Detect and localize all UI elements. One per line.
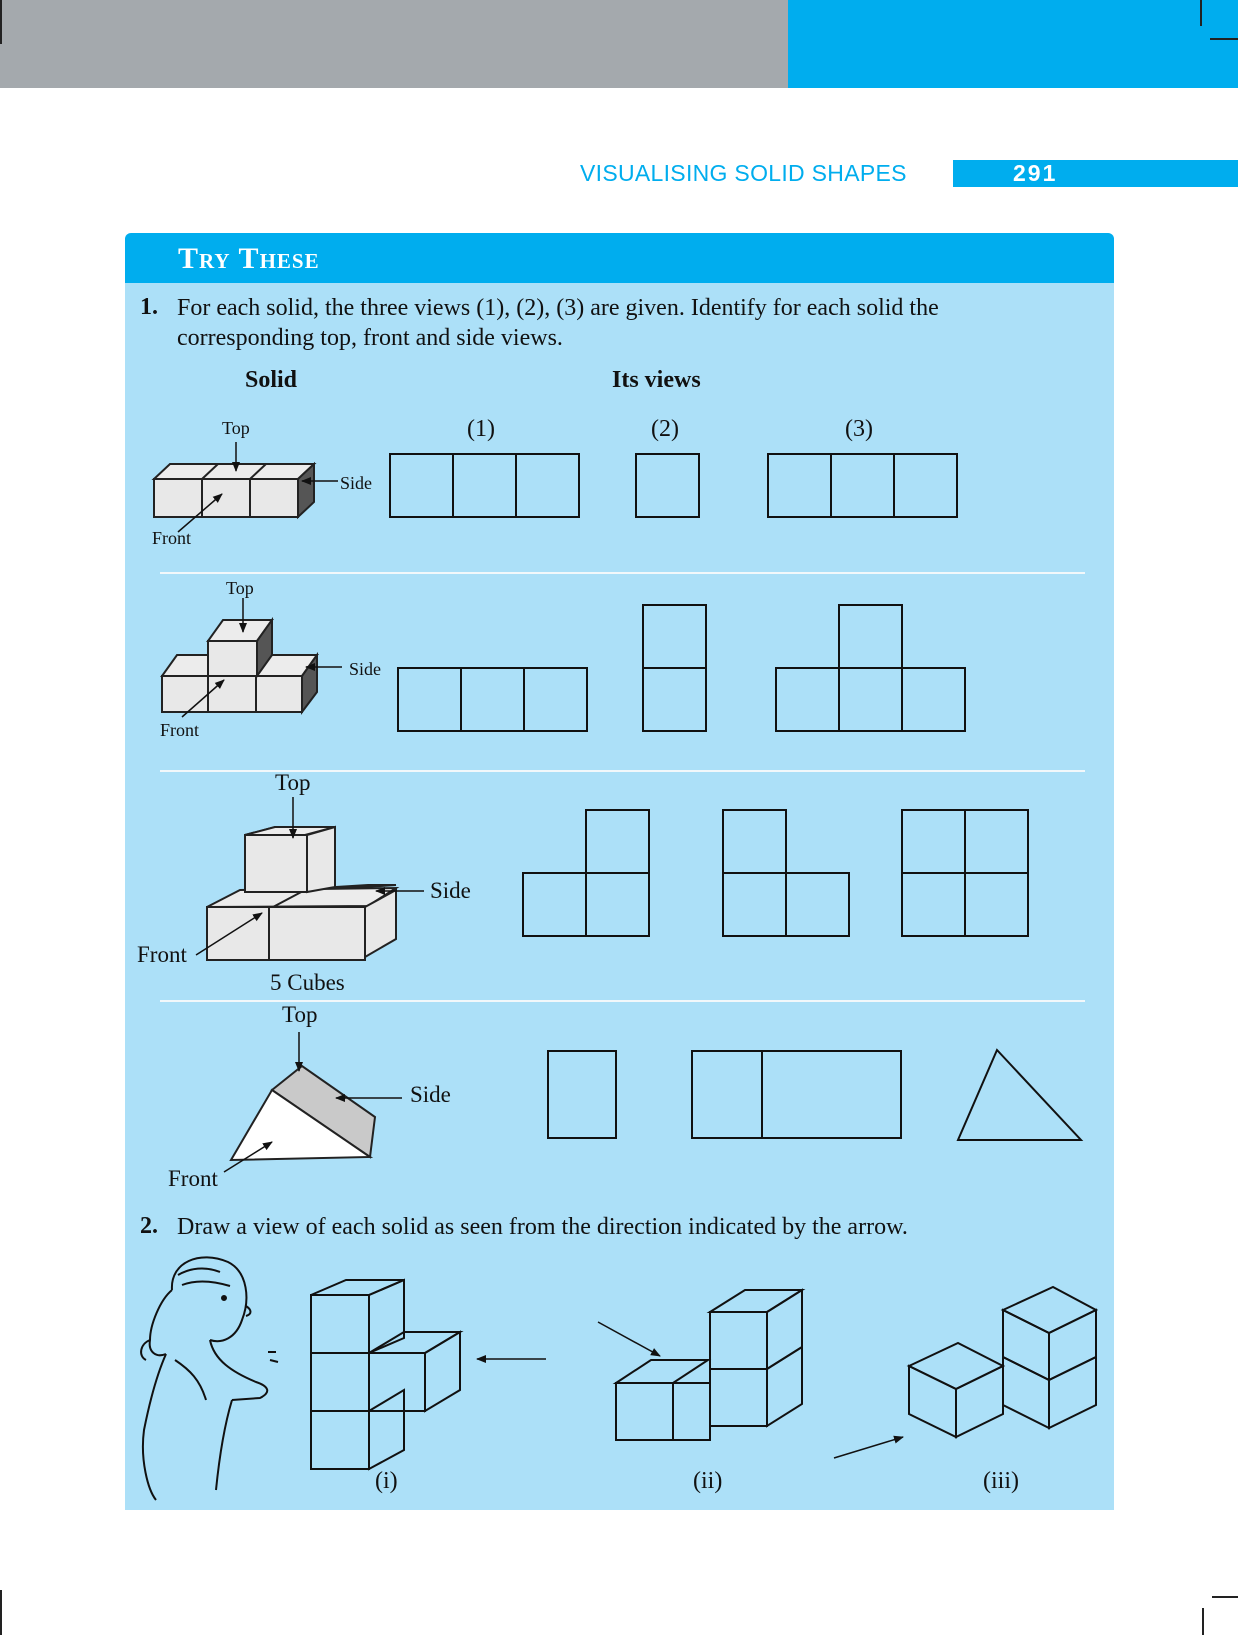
page-number: 291 [1013, 160, 1058, 186]
q2-solid-ii [616, 1290, 802, 1440]
solid-4-side-label: Side [410, 1082, 451, 1107]
solid-3-views [523, 810, 1028, 936]
solid-3-top-label: Top [275, 770, 311, 795]
q2-solid-i [311, 1280, 460, 1469]
column-heading-views: Its views [612, 367, 701, 393]
q2-label-ii: (ii) [693, 1468, 723, 1494]
q2-label-i: (i) [375, 1468, 398, 1494]
q2-arrow-ii [598, 1322, 660, 1356]
column-heading-solid: Solid [245, 367, 298, 393]
q2-solid-iii [909, 1287, 1096, 1437]
girl-illustration [141, 1257, 278, 1500]
solid-2-front-label: Front [160, 720, 200, 740]
solid-3-caption: 5 Cubes [270, 970, 345, 995]
solid-2-drawing [162, 620, 317, 712]
view-label-2: (2) [651, 416, 679, 442]
q2-arrow-iii [834, 1437, 903, 1458]
question-1-text-line1: For each solid, the three views (1), (2), (3) are given. Identify for each solid the [177, 295, 939, 321]
solid-4-front-label: Front [168, 1166, 218, 1191]
try-these-title: Try These [178, 242, 320, 275]
view-label-3: (3) [845, 416, 873, 442]
solid-4-top-label: Top [282, 1002, 318, 1027]
q2-label-iii: (iii) [983, 1468, 1019, 1494]
question-2-text: Draw a view of each solid as seen from the direction indicated by the arrow. [177, 1214, 908, 1240]
solid-2-views [398, 605, 965, 731]
solid-1-drawing [154, 464, 314, 517]
solid-2-side-label: Side [349, 659, 382, 679]
solid-4-views [548, 1050, 1081, 1140]
question-2-number: 2. [140, 1213, 158, 1239]
solid-1-top-label: Top [222, 418, 250, 438]
view-label-1: (1) [467, 416, 495, 442]
question-1-number: 1. [140, 294, 158, 320]
solid-2-top-label: Top [226, 578, 254, 598]
running-head: VISUALISING SOLID SHAPES [580, 160, 907, 186]
solid-3-drawing [207, 827, 396, 960]
solid-1-front-label: Front [152, 528, 192, 548]
solid-3-front-label: Front [137, 942, 187, 967]
solid-4-drawing [231, 1066, 375, 1160]
question-1-text-line2: corresponding top, front and side views. [177, 325, 563, 351]
solid-1-side-label: Side [340, 473, 373, 493]
solid-1-views [390, 454, 957, 517]
solid-3-side-label: Side [430, 878, 471, 903]
